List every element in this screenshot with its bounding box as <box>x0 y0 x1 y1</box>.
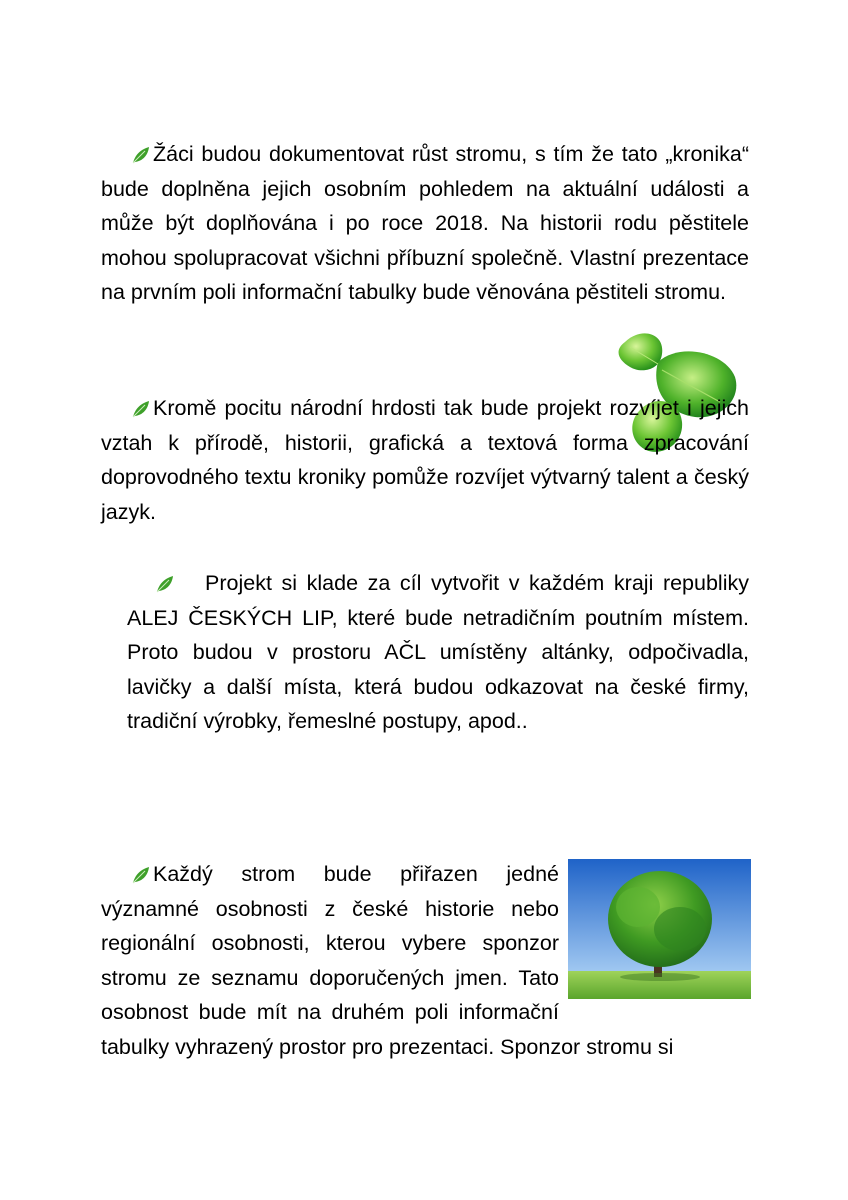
paragraph-linden-alley <box>127 566 749 739</box>
linden-leaf-icon <box>131 394 151 412</box>
paragraph-pupils-chronicle <box>101 137 749 310</box>
linden-leaf-icon <box>131 140 151 158</box>
paragraph-text: Žáci budou dokumentovat růst stromu, s tím že tato „kronika“ bude doplněna jejich osobním pohledem na aktuální události a může být doplňována i po roce 2018. Na historii rodu pěstitele mohou spolupracovat všichni příbuzní společně. Vlastní prezentace na prvním poli informační tabulky bude věnována pěstiteli stromu. <box>101 142 749 304</box>
paragraph-text: Projekt si klade za cíl vytvořit v každém kraji republiky ALEJ ČESKÝCH LIP, které bude netradičním poutním místem. Proto budou v prostoru AČL umístěny altánky, odpočivadla, lavičky a další místa, která budou odkazovat na české firmy, tradiční výrobky, řemeslné postupy, apod.. <box>127 571 749 733</box>
linden-leaf-icon <box>131 860 151 878</box>
paragraph-national-pride <box>101 391 749 529</box>
paragraph-text: Kromě pocitu národní hrdosti tak bude projekt rozvíjet i jejich vztah k přírodě, historii, grafická a textová forma zpracování doprovodného textu kroniky pomůže rozvíjet výtvarný talent a český jazyk. <box>101 396 749 524</box>
paragraph-text: Každý strom bude přiřazen jedné významné osobnosti z české historie nebo regionální osobnosti, kterou vybere sponzor stromu ze seznamu doporučených jmen. Tato osobnost bude mít na druhém poli informační tabulky vyhrazený prostor pro prezentaci. Sponzor stromu si <box>101 862 674 1059</box>
linden-leaf-icon <box>155 569 175 587</box>
tree-photo <box>568 859 751 999</box>
